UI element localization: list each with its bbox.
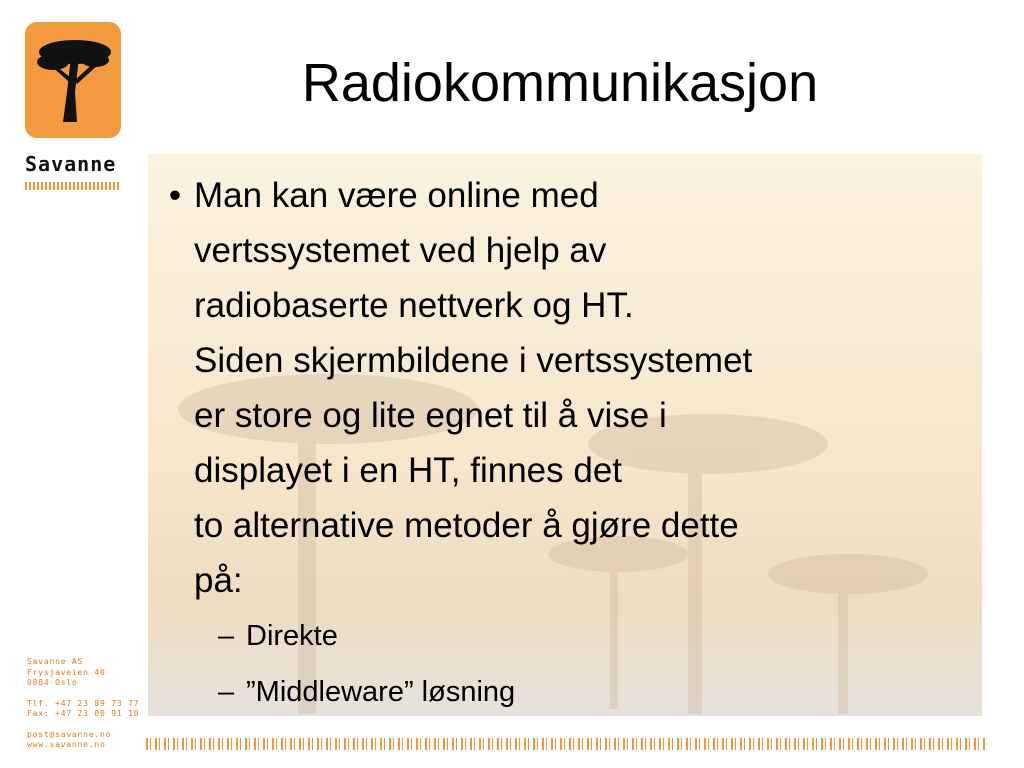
- bullet-dot: •: [168, 176, 182, 215]
- dash-marker: –: [218, 620, 235, 652]
- sub-item-middleware: [218, 664, 956, 716]
- website-address: www.savanne.no: [27, 740, 106, 749]
- sub-item-direkte: [218, 608, 956, 664]
- brand-stripe: [25, 182, 121, 190]
- bullet-item: [156, 168, 956, 608]
- city-address: 0884 Oslo: [27, 678, 78, 687]
- slide-title: Radiokommunikasjon: [301, 53, 819, 113]
- street-address: Frysjaveien 40: [27, 667, 106, 677]
- footer-stripe: [146, 738, 986, 750]
- contact-block: [27, 657, 142, 751]
- fax-number: Fax: +47 23 00 91 10: [27, 709, 140, 718]
- sub-item-text: ”Middleware” løsning: [246, 676, 516, 708]
- savanne-logo: [25, 22, 121, 138]
- sub-item-text: Direkte: [246, 620, 338, 652]
- email-address: post@savanne.no: [27, 729, 112, 739]
- content-panel: [148, 154, 982, 716]
- dash-marker: –: [218, 676, 235, 708]
- company-name: Savanne AS: [27, 657, 84, 666]
- bullet-text: Man kan være online med vertssystemet ved hjelp av radiobaserte nettverk og HT. Siden skjermbildene i vertssystemet er store og lite egnet til å vise i displayet i en HT, finnes det to alternative metoder å gjøre dette på:: [194, 176, 753, 600]
- phone-number: Tlf. +47 23 89 73 77: [27, 698, 140, 708]
- brand-name: Savanne: [25, 152, 117, 176]
- acacia-tree-icon: [25, 22, 121, 138]
